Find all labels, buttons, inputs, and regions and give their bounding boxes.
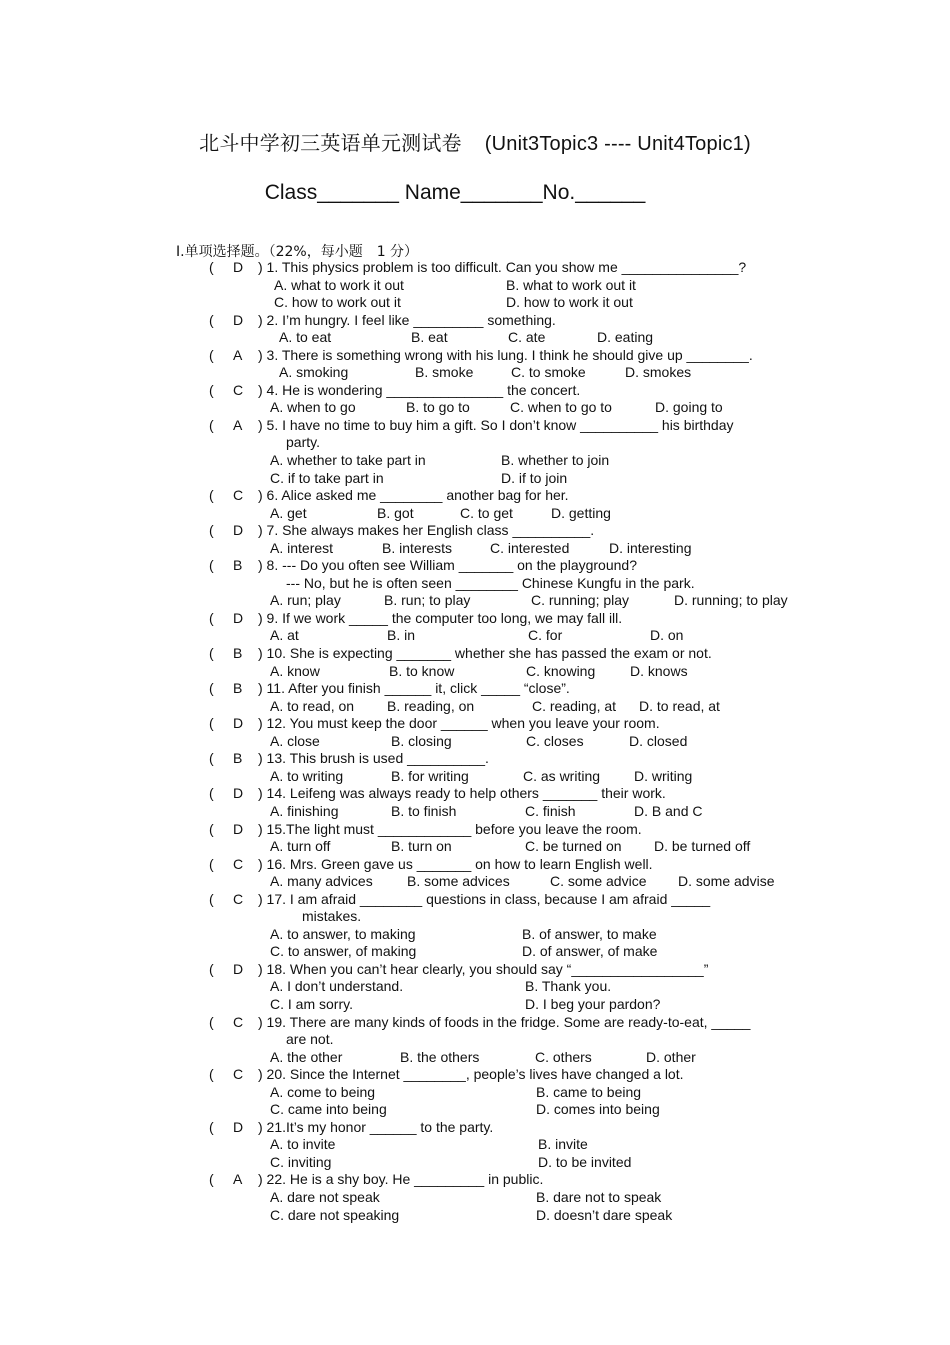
option-a: A. run; play — [270, 592, 341, 609]
option-a: A. to read, on — [270, 697, 355, 714]
question-9 — [0, 610, 950, 628]
option-c: C. to get — [460, 504, 513, 521]
question-5 — [0, 417, 950, 435]
option-c: C. to answer, of making — [270, 943, 417, 960]
question-stem: ) 3. There is something wrong with his lung. I think he should give up ________. — [258, 346, 753, 363]
options-row — [0, 943, 950, 961]
option-d: D. on — [650, 627, 684, 644]
option-b: B. what to work out it — [506, 276, 636, 293]
option-a: A. to writing — [270, 767, 344, 784]
question-10 — [0, 645, 950, 663]
question-stem-continuation — [0, 1031, 950, 1049]
question-stem: ) 22. He is a shy boy. He _________ in public. — [258, 1171, 544, 1188]
question-20 — [0, 1066, 950, 1084]
option-d: D. running; to play — [674, 592, 788, 609]
option-c: C. be turned on — [525, 838, 622, 855]
option-b: B. eat — [411, 329, 448, 346]
option-c: C. to smoke — [511, 364, 586, 381]
options-row — [0, 329, 950, 347]
answer-letter: D — [233, 715, 244, 732]
question-17 — [0, 891, 950, 909]
question-stem: ) 10. She is expecting _______ whether she has passed the exam or not. — [258, 645, 712, 662]
question-stem-continuation — [0, 575, 950, 593]
question-11 — [0, 680, 950, 698]
option-c: C. I am sorry. — [270, 995, 353, 1012]
option-a: A. turn off — [270, 838, 331, 855]
open-paren: ( — [209, 1171, 214, 1188]
option-b: B. Thank you. — [525, 978, 612, 995]
option-c: C. interested — [490, 539, 570, 556]
option-b: B. to know — [389, 662, 455, 679]
open-paren: ( — [209, 259, 214, 275]
open-paren: ( — [209, 680, 214, 697]
option-b: B. some advices — [407, 873, 510, 890]
answer-letter: B — [233, 750, 243, 767]
answer-letter: C — [233, 487, 244, 504]
answer-letter: D — [233, 820, 244, 837]
question-22 — [0, 1171, 950, 1189]
option-c: C. finish — [525, 802, 576, 819]
answer-letter: A — [233, 416, 243, 433]
open-paren: ( — [209, 557, 214, 574]
option-d: D. be turned off — [654, 838, 751, 855]
option-d: D. of answer, of make — [522, 943, 658, 960]
question-stem: ) 8. --- Do you often see William _______ on the playground? — [258, 557, 637, 574]
option-b: B. whether to join — [501, 452, 610, 469]
question-1 — [0, 259, 950, 277]
question-stem: ) 21.It’s my honor ______ to the party. — [258, 1118, 494, 1135]
option-c: C. inviting — [270, 1153, 332, 1170]
question-8 — [0, 557, 950, 575]
option-d: D. getting — [551, 504, 611, 521]
option-c: C. dare not speaking — [270, 1206, 400, 1223]
option-a: A. I don’t understand. — [270, 978, 404, 995]
options-row — [0, 277, 950, 295]
option-b: B. reading, on — [387, 697, 475, 714]
options-row — [0, 364, 950, 382]
open-paren: ( — [209, 311, 214, 328]
question-stem-continuation — [0, 434, 950, 452]
title-units: (Unit3Topic3 ---- Unit4Topic1) — [484, 133, 751, 155]
option-a: A. get — [270, 504, 307, 521]
question-stem: ) 20. Since the Internet ________, people’s lives have changed a lot. — [258, 1066, 684, 1083]
section-heading: I.单项选择题。（22%，每小题 1 分） — [176, 244, 419, 260]
options-row — [0, 1154, 950, 1172]
option-a: A. when to go — [270, 399, 356, 416]
options-row — [0, 1084, 950, 1102]
option-c: C. knowing — [526, 662, 596, 679]
option-b: B. for writing — [391, 767, 469, 784]
options-row — [0, 978, 950, 996]
option-d: D. interesting — [609, 539, 692, 556]
options-row — [0, 663, 950, 681]
option-a: A. interest — [270, 539, 334, 556]
open-paren: ( — [209, 487, 214, 504]
option-c: C. ate — [508, 329, 546, 346]
options-row — [0, 926, 950, 944]
open-paren: ( — [209, 750, 214, 767]
answer-letter: C — [233, 855, 244, 872]
question-stem: ) 7. She always makes her English class __________. — [258, 522, 595, 539]
options-row — [0, 1049, 950, 1067]
options-row — [0, 1189, 950, 1207]
option-a: A. know — [270, 662, 320, 679]
open-paren: ( — [209, 960, 214, 977]
answer-letter: C — [233, 1066, 244, 1083]
option-d: D. if to join — [501, 469, 568, 486]
option-a: A. dare not speak — [270, 1188, 380, 1205]
answer-letter: D — [233, 259, 244, 275]
answer-letter: A — [233, 346, 243, 363]
open-paren: ( — [209, 715, 214, 732]
option-b: B. closing — [391, 732, 452, 749]
open-paren: ( — [209, 890, 214, 907]
question-list — [0, 259, 950, 1224]
option-d: D. some advise — [678, 873, 775, 890]
question-stem: ) 14. Leifeng was always ready to help others _______ their work. — [258, 785, 666, 802]
question-18 — [0, 961, 950, 979]
answer-letter: D — [233, 522, 244, 539]
option-c: C. as writing — [523, 767, 601, 784]
question-15 — [0, 821, 950, 839]
options-row — [0, 470, 950, 488]
option-b: B. in — [387, 627, 416, 644]
answer-letter: B — [233, 557, 243, 574]
option-c: C. others — [535, 1048, 592, 1065]
option-b: B. to finish — [391, 802, 457, 819]
option-d: D. writing — [634, 767, 693, 784]
question-stem: ) 18. When you can’t hear clearly, you should say “_________________” — [258, 960, 709, 977]
question-stem: ) 12. You must keep the door ______ when you leave your room. — [258, 715, 660, 732]
open-paren: ( — [209, 855, 214, 872]
question-stem: ) 17. I am afraid ________ questions in class, because I am afraid _____ — [258, 890, 711, 907]
option-c: C. running; play — [531, 592, 630, 609]
options-row — [0, 873, 950, 891]
options-row — [0, 592, 950, 610]
question-16 — [0, 856, 950, 874]
question-stem: ) 19. There are many kinds of foods in the fridge. Some are ready-to-eat, _____ — [258, 1013, 751, 1030]
options-row — [0, 996, 950, 1014]
open-paren: ( — [209, 522, 214, 539]
answer-letter: C — [233, 1013, 244, 1030]
question-stem: ) 9. If we work _____ the computer too long, we may fall ill. — [258, 609, 623, 626]
option-c: C. reading, at — [532, 697, 617, 714]
option-c: C. when to go to — [510, 399, 612, 416]
options-row — [0, 698, 950, 716]
option-a: A. to eat — [279, 329, 332, 346]
question-21 — [0, 1119, 950, 1137]
option-b: B. invite — [538, 1136, 588, 1153]
question-stem: ) 6. Alice asked me ________ another bag for her. — [258, 487, 569, 504]
question-stem: ) 13. This brush is used __________. — [258, 750, 489, 767]
option-d: D. closed — [629, 732, 688, 749]
option-d: D. I beg your pardon? — [525, 995, 661, 1012]
option-b: B. the others — [400, 1048, 480, 1065]
stem-continuation-text: are not. — [286, 1031, 334, 1048]
open-paren: ( — [209, 609, 214, 626]
question-2 — [0, 312, 950, 330]
options-row — [0, 1101, 950, 1119]
options-row — [0, 1207, 950, 1225]
answer-letter: B — [233, 680, 243, 697]
option-d: D. how to work it out — [506, 294, 633, 311]
answer-letter: D — [233, 609, 244, 626]
question-stem: ) 4. He is wondering _______________ the concert. — [258, 381, 581, 398]
question-stem: ) 5. I have no time to buy him a gift. So I don’t know __________ his birthday — [258, 416, 734, 433]
options-row — [0, 505, 950, 523]
question-stem: ) 15.The light must ____________ before you leave the room. — [258, 820, 642, 837]
option-a: A. come to being — [270, 1083, 376, 1100]
option-d: D. smokes — [625, 364, 692, 381]
option-a: A. many advices — [270, 873, 373, 890]
answer-letter: C — [233, 381, 244, 398]
question-6 — [0, 487, 950, 505]
question-7 — [0, 522, 950, 540]
open-paren: ( — [209, 1066, 214, 1083]
option-b: B. run; to play — [384, 592, 471, 609]
option-a: A. what to work it out — [274, 276, 404, 293]
student-info-line: Class_______ Name_______No.______ — [264, 181, 646, 204]
option-c: C. some advice — [550, 873, 647, 890]
answer-letter: D — [233, 960, 244, 977]
question-stem: ) 1. This physics problem is too difficult. Can you show me _______________? — [258, 259, 747, 275]
option-d: D. comes into being — [536, 1101, 660, 1118]
open-paren: ( — [209, 1118, 214, 1135]
option-a: A. at — [270, 627, 299, 644]
option-b: B. dare not to speak — [536, 1188, 662, 1205]
option-b: B. to go to — [406, 399, 470, 416]
option-a: A. finishing — [270, 802, 339, 819]
options-row — [0, 452, 950, 470]
option-b: B. interests — [382, 539, 453, 556]
answer-letter: B — [233, 645, 243, 662]
open-paren: ( — [209, 346, 214, 363]
options-row — [0, 399, 950, 417]
question-stem: ) 11. After you finish ______ it, click _____ “close”. — [258, 680, 570, 697]
option-b: B. of answer, to make — [522, 925, 657, 942]
option-a: A. to invite — [270, 1136, 336, 1153]
answer-letter: D — [233, 785, 244, 802]
option-a: A. to answer, to making — [270, 925, 416, 942]
option-d: D. B and C — [634, 802, 703, 819]
title-chinese: 北斗中学初三英语单元测试卷 — [199, 131, 462, 155]
option-a: A. close — [270, 732, 320, 749]
options-row — [0, 838, 950, 856]
option-b: B. turn on — [391, 838, 452, 855]
stem-continuation-text: party. — [286, 434, 320, 451]
option-a: A. smoking — [279, 364, 349, 381]
stem-continuation-text: --- No, but he is often seen ________ Chinese Kungfu in the park. — [286, 574, 695, 591]
option-b: B. smoke — [415, 364, 474, 381]
question-3 — [0, 347, 950, 365]
question-stem: ) 16. Mrs. Green gave us _______ on how to learn English well. — [258, 855, 653, 872]
stem-continuation-text: mistakes. — [302, 908, 362, 925]
open-paren: ( — [209, 381, 214, 398]
exam-title — [0, 127, 950, 156]
option-a: A. whether to take part in — [270, 452, 426, 469]
option-d: D. knows — [630, 662, 688, 679]
options-row — [0, 294, 950, 312]
option-c: C. if to take part in — [270, 469, 384, 486]
option-d: D. to read, at — [639, 697, 720, 714]
open-paren: ( — [209, 820, 214, 837]
open-paren: ( — [209, 645, 214, 662]
question-14 — [0, 785, 950, 803]
question-stem: ) 2. I’m hungry. I feel like _________ something. — [258, 311, 556, 328]
options-row — [0, 1136, 950, 1154]
question-12 — [0, 715, 950, 733]
option-c: C. closes — [526, 732, 584, 749]
options-row — [0, 803, 950, 821]
open-paren: ( — [209, 416, 214, 433]
question-19 — [0, 1014, 950, 1032]
question-13 — [0, 750, 950, 768]
option-d: D. going to — [655, 399, 723, 416]
options-row — [0, 733, 950, 751]
options-row — [0, 768, 950, 786]
option-c: C. how to work out it — [274, 294, 401, 311]
option-c: C. came into being — [270, 1101, 387, 1118]
open-paren: ( — [209, 785, 214, 802]
option-b: B. got — [377, 504, 414, 521]
option-b: B. came to being — [536, 1083, 642, 1100]
option-d: D. other — [646, 1048, 696, 1065]
options-row — [0, 627, 950, 645]
answer-letter: D — [233, 1118, 244, 1135]
question-4 — [0, 382, 950, 400]
answer-letter: A — [233, 1171, 243, 1188]
option-a: A. the other — [270, 1048, 343, 1065]
option-d: D. doesn’t dare speak — [536, 1206, 673, 1223]
answer-letter: D — [233, 311, 244, 328]
question-stem-continuation — [0, 908, 950, 926]
answer-letter: C — [233, 890, 244, 907]
option-d: D. eating — [597, 329, 654, 346]
open-paren: ( — [209, 1013, 214, 1030]
option-c: C. for — [528, 627, 563, 644]
options-row — [0, 540, 950, 558]
option-d: D. to be invited — [538, 1153, 632, 1170]
